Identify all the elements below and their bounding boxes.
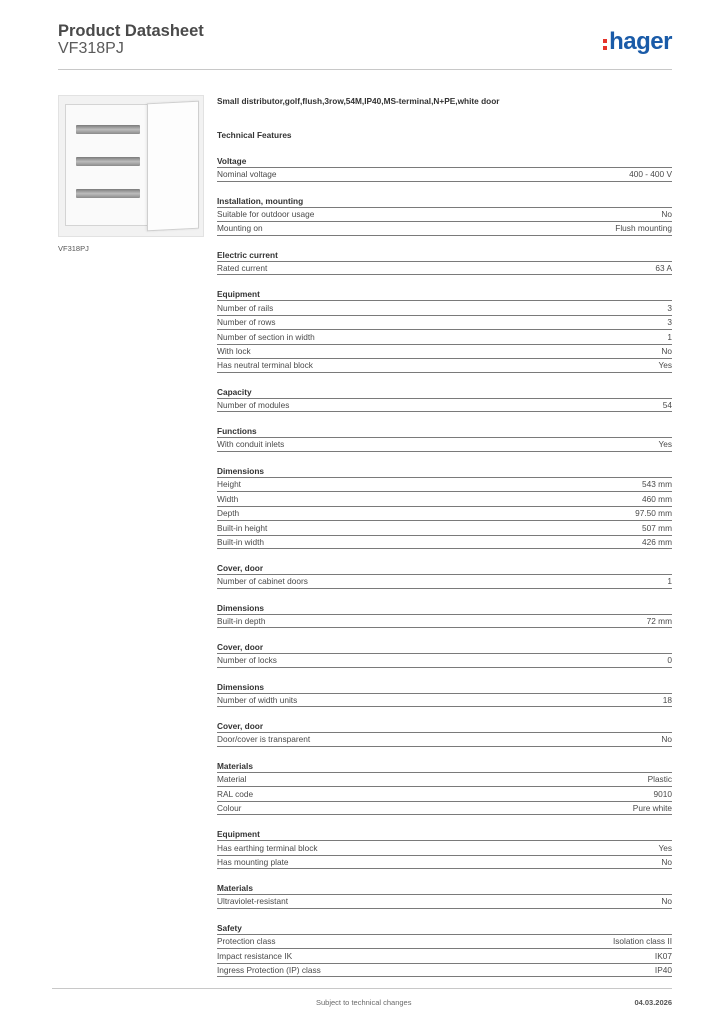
- section-title: Capacity: [217, 386, 252, 397]
- feature-row: [217, 772, 672, 787]
- feature-row: [217, 491, 672, 506]
- feature-label: Number of section in width: [217, 331, 315, 342]
- feature-row: [217, 506, 672, 521]
- feature-sections: [217, 156, 672, 977]
- feature-section: [217, 603, 672, 629]
- product-image: [58, 95, 204, 237]
- feature-label: Colour: [217, 802, 242, 813]
- feature-value: No: [661, 346, 672, 357]
- footer-date: 04.03.2026: [634, 998, 672, 1007]
- feature-row: [217, 614, 672, 629]
- hager-logo: [603, 28, 672, 56]
- feature-label: Has earthing terminal block: [217, 842, 318, 853]
- section-title: Equipment: [217, 289, 260, 299]
- feature-value: 3: [667, 302, 672, 313]
- feature-value: 63 A: [655, 262, 672, 273]
- feature-row: [217, 786, 672, 801]
- feature-label: Has mounting plate: [217, 856, 289, 867]
- feature-row: [217, 535, 672, 550]
- feature-label: Impact resistance IK: [217, 950, 293, 961]
- section-title: Safety: [217, 922, 242, 933]
- feature-value: 1: [667, 576, 672, 587]
- feature-label: With conduit inlets: [217, 439, 285, 450]
- feature-row: [217, 855, 672, 870]
- feature-label: Mounting on: [217, 223, 263, 234]
- cabinet-illustration: [65, 104, 151, 226]
- feature-value: 72 mm: [646, 615, 672, 626]
- feature-row: [217, 732, 672, 747]
- feature-value: 460 mm: [642, 493, 672, 504]
- feature-row: [217, 520, 672, 535]
- section-title: Electric current: [217, 249, 278, 260]
- feature-section: [217, 196, 672, 236]
- feature-value: Isolation class II: [612, 936, 672, 947]
- door-illustration: [147, 101, 199, 232]
- feature-label: Depth: [217, 508, 240, 519]
- feature-label: Material: [217, 774, 247, 785]
- feature-row: [217, 167, 672, 182]
- feature-value: 3: [667, 317, 672, 328]
- feature-value: Yes: [658, 439, 672, 450]
- feature-label: Number of rails: [217, 302, 274, 313]
- section-title: Voltage: [217, 156, 247, 166]
- image-caption: VF318PJ: [58, 244, 89, 253]
- feature-section: [217, 883, 672, 909]
- section-title: Installation, mounting: [217, 195, 304, 206]
- feature-row: [217, 840, 672, 855]
- feature-label: Rated current: [217, 262, 268, 273]
- feature-value: IK07: [654, 950, 672, 961]
- feature-row: [217, 574, 672, 589]
- feature-row: [217, 344, 672, 359]
- section-title: Dimensions: [217, 465, 265, 476]
- feature-value: 54: [662, 399, 672, 410]
- feature-label: Ingress Protection (IP) class: [217, 964, 321, 975]
- feature-value: Yes: [658, 842, 672, 853]
- technical-features-title: Technical Features: [217, 130, 292, 140]
- feature-label: RAL code: [217, 788, 254, 799]
- feature-row: [217, 437, 672, 452]
- feature-label: With lock: [217, 346, 251, 357]
- feature-row: [217, 653, 672, 668]
- feature-value: 426 mm: [642, 536, 672, 547]
- section-title: Cover, door: [217, 642, 264, 652]
- feature-row: [217, 329, 672, 344]
- feature-value: No: [661, 896, 672, 907]
- feature-value: No: [661, 856, 672, 867]
- feature-value: 543 mm: [642, 479, 672, 490]
- feature-label: Nominal voltage: [217, 169, 277, 180]
- footer-divider: [52, 988, 672, 989]
- datasheet-header: [58, 22, 672, 70]
- feature-section: [217, 761, 672, 816]
- feature-row: [217, 398, 672, 413]
- feature-value: Flush mounting: [615, 223, 672, 234]
- feature-label: Protection class: [217, 936, 276, 947]
- feature-value: Yes: [658, 360, 672, 371]
- feature-row: [217, 477, 672, 492]
- footer-note: Subject to technical changes: [316, 998, 412, 1007]
- feature-label: Ultraviolet-resistant: [217, 896, 289, 907]
- feature-label: Door/cover is transparent: [217, 734, 311, 745]
- feature-row: [217, 948, 672, 963]
- product-description: Small distributor,golf,flush,3row,54M,IP40,MS-terminal,N+PE,white door: [217, 96, 500, 106]
- feature-section: [217, 466, 672, 550]
- feature-row: [217, 300, 672, 315]
- section-title: Equipment: [217, 829, 260, 839]
- feature-value: 400 - 400 V: [629, 169, 672, 180]
- feature-label: Number of modules: [217, 399, 290, 410]
- feature-value: No: [661, 209, 672, 220]
- feature-value: No: [661, 734, 672, 745]
- rail-2: [76, 157, 140, 166]
- feature-row: [217, 894, 672, 909]
- logo-dots-icon: [603, 39, 607, 50]
- feature-section: [217, 387, 672, 413]
- rail-3: [76, 189, 140, 198]
- feature-row: [217, 207, 672, 222]
- feature-row: [217, 963, 672, 978]
- feature-value: IP40: [654, 964, 672, 975]
- page-title: Product Datasheet: [58, 22, 204, 40]
- header-divider: [58, 69, 672, 70]
- feature-value: 507 mm: [642, 522, 672, 533]
- feature-label: Number of rows: [217, 317, 276, 328]
- feature-row: [217, 801, 672, 816]
- feature-section: [217, 156, 672, 182]
- feature-section: [217, 682, 672, 708]
- feature-section: [217, 721, 672, 747]
- feature-row: [217, 261, 672, 276]
- product-code: VF318PJ: [58, 40, 124, 57]
- feature-label: Built-in height: [217, 522, 268, 533]
- feature-section: [217, 829, 672, 869]
- feature-value: 0: [667, 655, 672, 666]
- datasheet-content: [217, 96, 672, 991]
- feature-section: [217, 642, 672, 668]
- feature-value: 18: [662, 694, 672, 705]
- feature-label: Suitable for outdoor usage: [217, 209, 315, 220]
- feature-label: Built-in depth: [217, 615, 266, 626]
- logo-text: hager: [609, 28, 672, 55]
- feature-row: [217, 693, 672, 708]
- feature-value: 9010: [653, 788, 672, 799]
- feature-label: Number of cabinet doors: [217, 576, 308, 587]
- section-title: Cover, door: [217, 563, 264, 573]
- rail-1: [76, 125, 140, 134]
- feature-label: Built-in width: [217, 536, 265, 547]
- feature-value: 97.50 mm: [635, 508, 672, 519]
- feature-label: Height: [217, 479, 241, 490]
- section-title: Materials: [217, 760, 253, 771]
- feature-value: 1: [667, 331, 672, 342]
- feature-value: Pure white: [632, 802, 672, 813]
- section-title: Cover, door: [217, 721, 264, 731]
- feature-row: [217, 358, 672, 373]
- feature-section: [217, 426, 672, 452]
- feature-section: [217, 289, 672, 373]
- section-title: Dimensions: [217, 602, 265, 613]
- feature-row: [217, 934, 672, 949]
- feature-label: Number of width units: [217, 694, 298, 705]
- section-title: Materials: [217, 883, 253, 893]
- feature-label: Number of locks: [217, 655, 277, 666]
- feature-value: Plastic: [647, 774, 672, 785]
- feature-label: Width: [217, 493, 239, 504]
- feature-section: [217, 923, 672, 978]
- section-title: Dimensions: [217, 681, 265, 692]
- section-title: Functions: [217, 426, 257, 436]
- feature-label: Has neutral terminal block: [217, 360, 313, 371]
- feature-section: [217, 250, 672, 276]
- feature-row: [217, 315, 672, 330]
- feature-section: [217, 563, 672, 589]
- feature-row: [217, 221, 672, 236]
